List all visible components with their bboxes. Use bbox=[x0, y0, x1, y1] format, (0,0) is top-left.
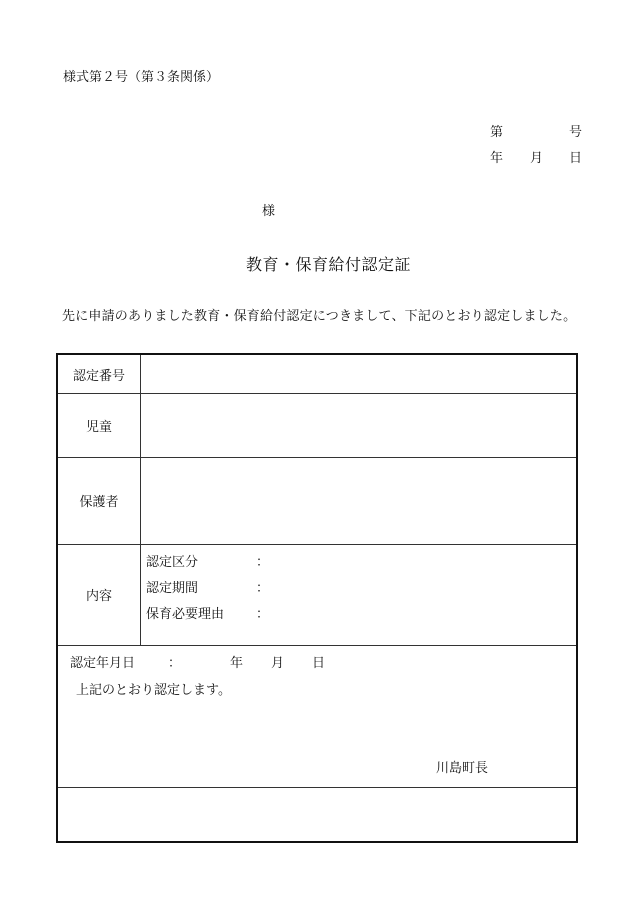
content-item-category-sep: ： bbox=[256, 555, 270, 570]
content-item-reason-sep: ： bbox=[256, 607, 270, 622]
label-cert-number: 認定番号 bbox=[72, 368, 125, 384]
issuer-name: 川島町長 bbox=[436, 761, 489, 776]
cert-date-sep: ： bbox=[168, 656, 182, 671]
certificate-table bbox=[56, 353, 578, 843]
content-item-reason: 保育必要理由 bbox=[146, 607, 225, 622]
form-number: 様式第２号（第３条関係） bbox=[63, 70, 220, 85]
label-child: 児童 bbox=[85, 419, 112, 435]
cert-date-month: 月 bbox=[271, 656, 285, 671]
content-item-period: 認定期間 bbox=[146, 581, 199, 596]
label-content: 内容 bbox=[85, 589, 112, 604]
column-divider bbox=[140, 355, 141, 645]
cert-date-day: 日 bbox=[312, 656, 326, 671]
intro-text: 先に申請のありました教育・保育給付認定につきまして、下記のとおり認定しました。 bbox=[62, 309, 577, 324]
content-item-category: 認定区分 bbox=[146, 555, 199, 570]
doc-number-prefix: 第 bbox=[490, 125, 504, 140]
label-guardian: 保護者 bbox=[79, 495, 119, 510]
certify-text: 上記のとおり認定します。 bbox=[76, 683, 231, 698]
row-divider bbox=[58, 787, 576, 788]
date-year-label: 年 bbox=[490, 151, 504, 166]
date-month-label: 月 bbox=[530, 151, 544, 166]
document-title: 教育・保育給付認定証 bbox=[246, 255, 412, 274]
content-item-period-sep: ： bbox=[256, 581, 270, 596]
row-divider bbox=[58, 645, 576, 646]
cert-date-label: 認定年月日 bbox=[70, 656, 136, 671]
doc-number-suffix: 号 bbox=[569, 125, 583, 140]
addressee-suffix: 様 bbox=[262, 204, 276, 219]
cert-date-year: 年 bbox=[230, 656, 244, 671]
date-day-label: 日 bbox=[569, 151, 583, 166]
